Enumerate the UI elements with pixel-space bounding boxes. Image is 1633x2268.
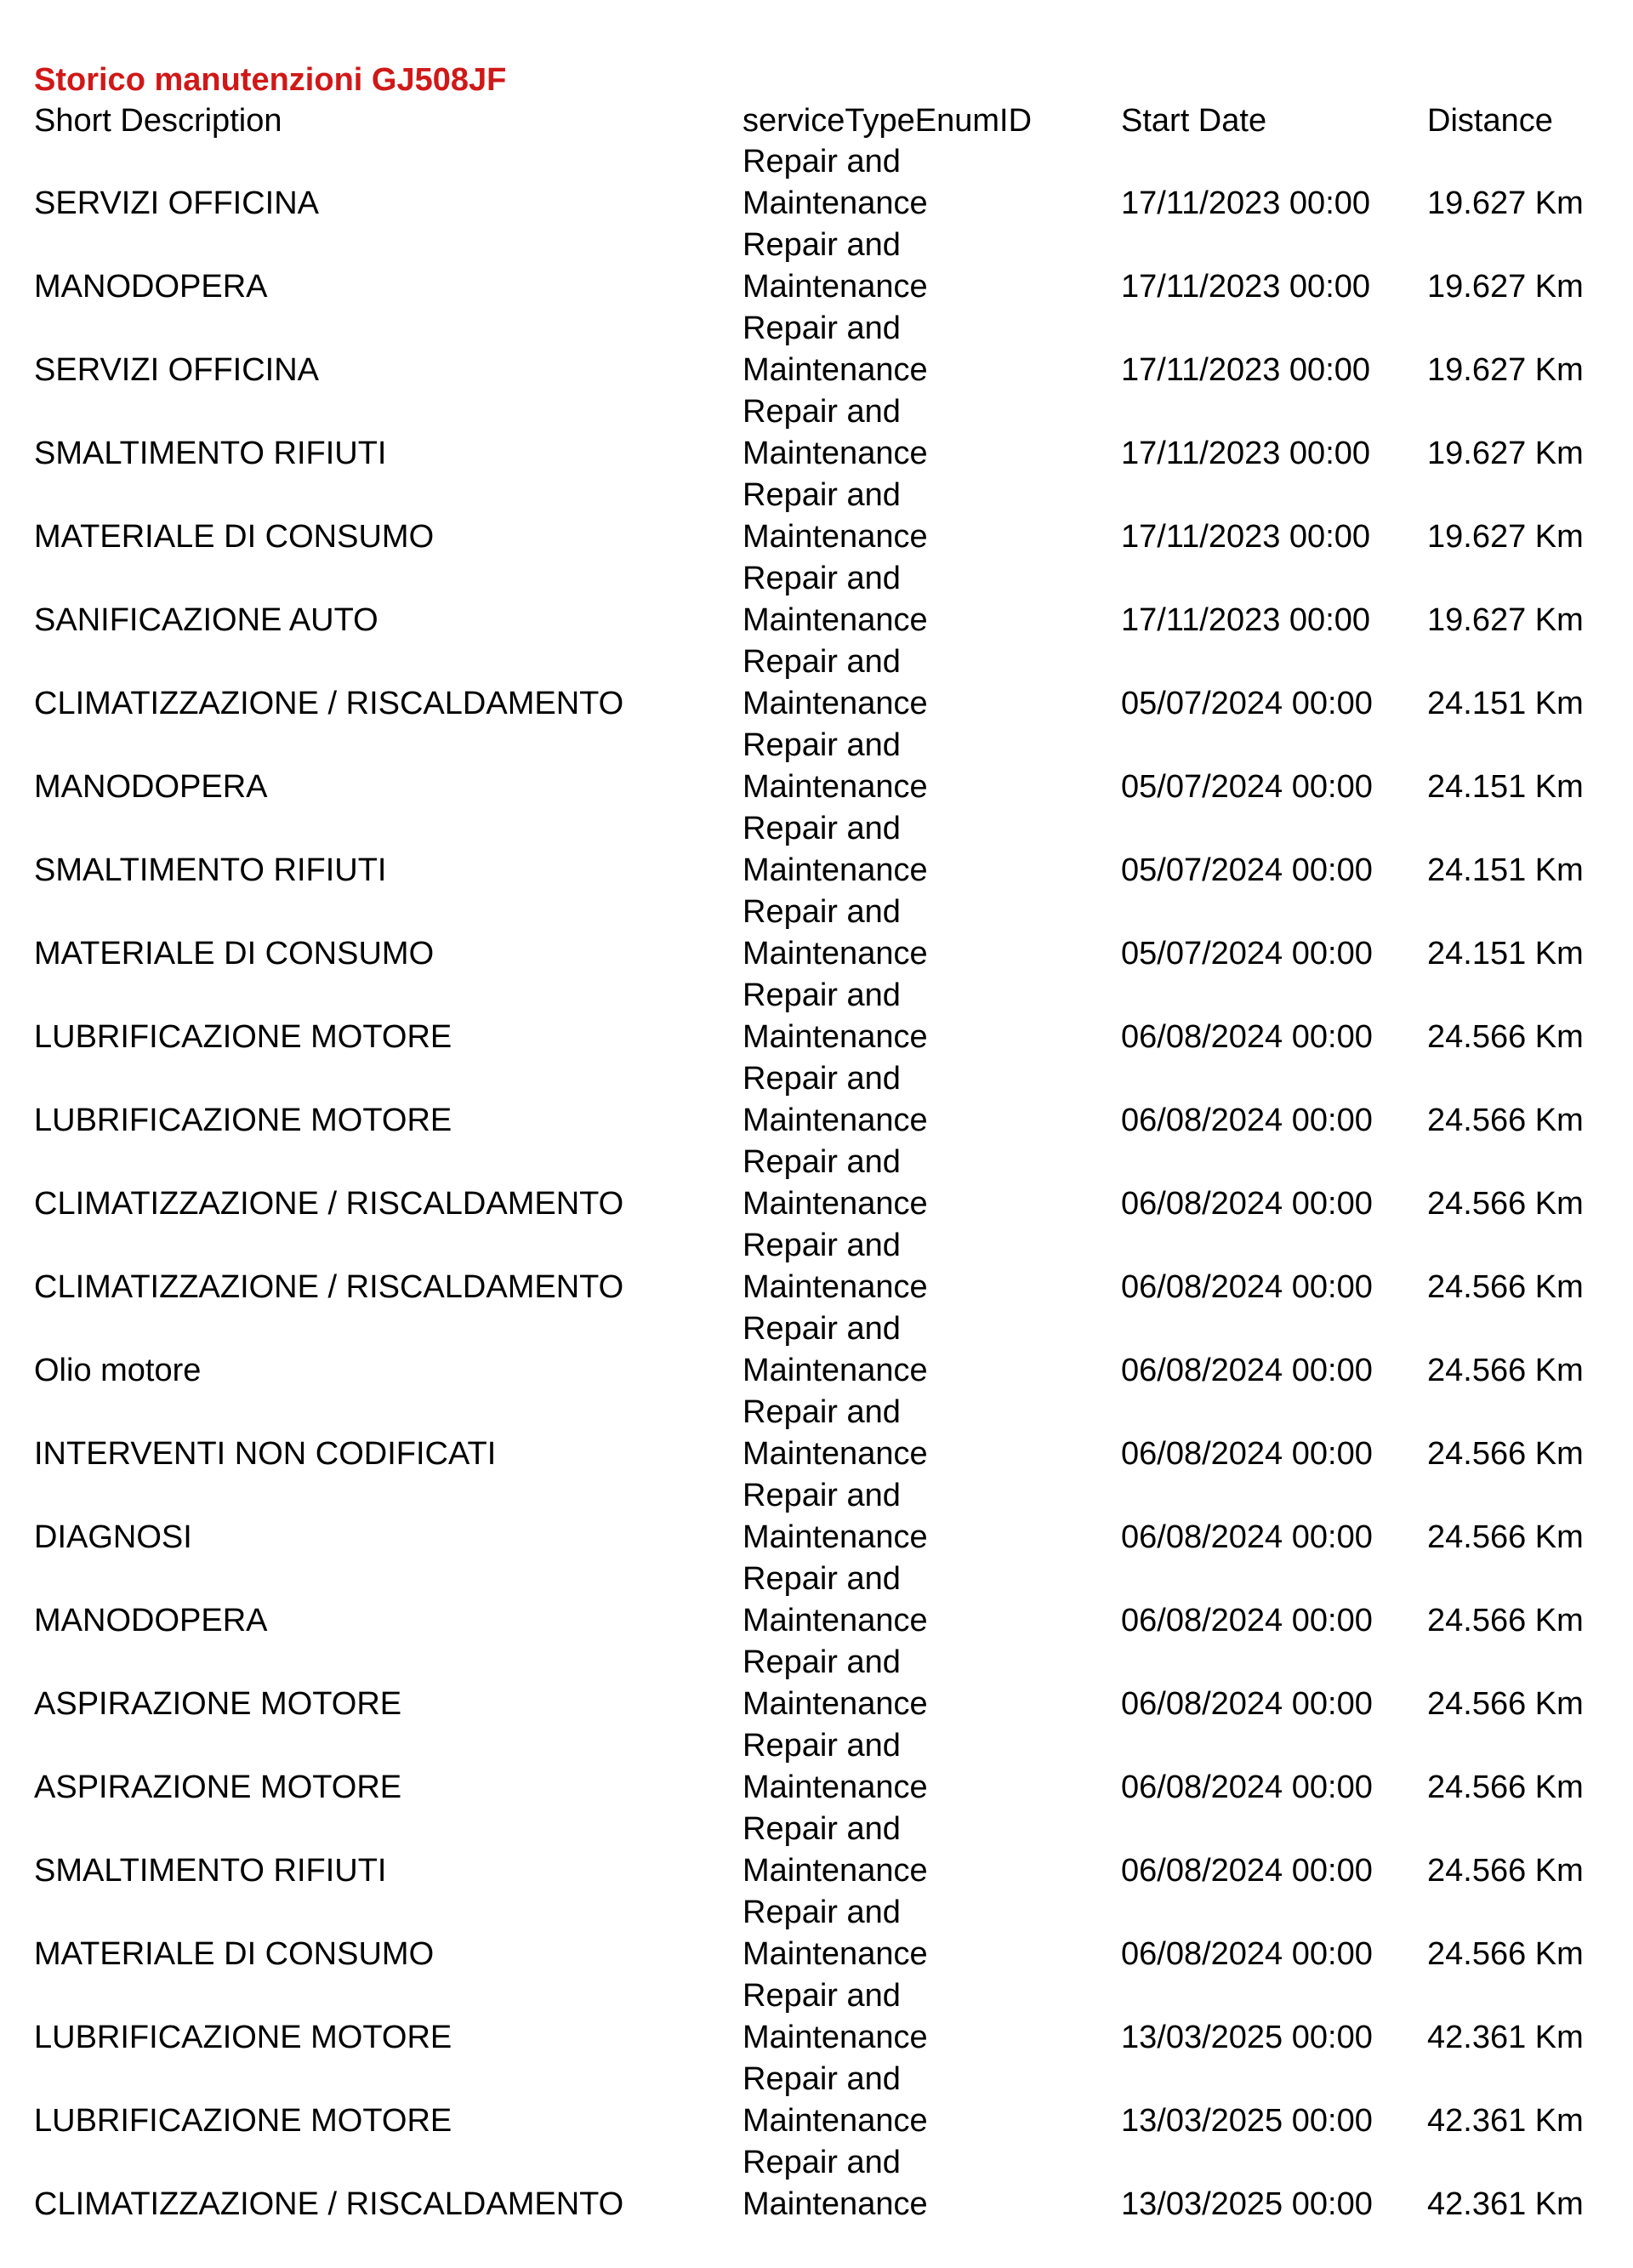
- service-type-line2: Maintenance: [743, 1769, 928, 1805]
- service-type-line1: Repair and: [743, 1895, 901, 1930]
- service-type-line2: Maintenance: [743, 185, 928, 221]
- distance: 42.361 Km: [1427, 2103, 1584, 2139]
- column-header-service-type: serviceTypeEnumID: [743, 103, 1033, 139]
- service-type-line2: Maintenance: [743, 2186, 928, 2222]
- start-date: 17/11/2023 00:00: [1121, 269, 1371, 305]
- table-body: [0, 141, 1633, 2225]
- start-date: 05/07/2024 00:00: [1121, 936, 1373, 972]
- start-date: 06/08/2024 00:00: [1121, 1019, 1373, 1055]
- table-row: [0, 141, 1633, 225]
- service-type-line1: Repair and: [743, 1144, 901, 1180]
- short-description: MATERIALE DI CONSUMO: [34, 936, 435, 972]
- column-header-short-description: Short Description: [34, 103, 282, 139]
- table-header: [0, 100, 1633, 141]
- service-type-line1: Repair and: [743, 477, 901, 513]
- short-description: SERVIZI OFFICINA: [34, 185, 320, 221]
- start-date: 13/03/2025 00:00: [1121, 2020, 1373, 2055]
- table-row: [0, 1725, 1633, 1809]
- short-description: LUBRIFICAZIONE MOTORE: [34, 2103, 452, 2139]
- table-row: [0, 725, 1633, 808]
- table-row: [0, 475, 1633, 558]
- service-type-line2: Maintenance: [743, 1936, 928, 1972]
- service-type-line2: Maintenance: [743, 1603, 928, 1638]
- short-description: DIAGNOSI: [34, 1519, 192, 1555]
- service-type-line1: Repair and: [743, 894, 901, 930]
- distance: 24.566 Km: [1427, 1853, 1584, 1889]
- table-row: [0, 1559, 1633, 1642]
- start-date: 17/11/2023 00:00: [1121, 185, 1371, 221]
- service-type-line1: Repair and: [743, 644, 901, 680]
- distance: 19.627 Km: [1427, 269, 1584, 305]
- short-description: CLIMATIZZAZIONE / RISCALDAMENTO: [34, 1269, 624, 1305]
- table-row: [0, 1975, 1633, 2059]
- start-date: 06/08/2024 00:00: [1121, 1603, 1373, 1638]
- distance: 24.566 Km: [1427, 1269, 1584, 1305]
- table-row: [0, 892, 1633, 975]
- table-row: [0, 1892, 1633, 1975]
- service-type-line1: Repair and: [743, 1728, 901, 1764]
- service-type-line1: Repair and: [743, 394, 901, 430]
- table-row: [0, 975, 1633, 1058]
- start-date: 06/08/2024 00:00: [1121, 1186, 1373, 1222]
- table-row: [0, 1308, 1633, 1392]
- table-row: [0, 641, 1633, 725]
- start-date: 06/08/2024 00:00: [1121, 1686, 1373, 1722]
- start-date: 06/08/2024 00:00: [1121, 1769, 1373, 1805]
- start-date: 13/03/2025 00:00: [1121, 2186, 1373, 2222]
- distance: 24.566 Km: [1427, 1436, 1584, 1472]
- table-row: [0, 1475, 1633, 1559]
- distance: 19.627 Km: [1427, 352, 1584, 388]
- short-description: Olio motore: [34, 1353, 202, 1388]
- service-type-line2: Maintenance: [743, 2103, 928, 2139]
- service-type-line1: Repair and: [743, 1561, 901, 1597]
- service-type-line2: Maintenance: [743, 1186, 928, 1222]
- table-row: [0, 1809, 1633, 1892]
- distance: 24.151 Km: [1427, 686, 1584, 721]
- table-row: [0, 808, 1633, 892]
- service-type-line2: Maintenance: [743, 602, 928, 638]
- table-row: [0, 225, 1633, 308]
- distance: 24.566 Km: [1427, 1519, 1584, 1555]
- start-date: 06/08/2024 00:00: [1121, 1436, 1373, 1472]
- table-row: [0, 308, 1633, 391]
- service-type-line2: Maintenance: [743, 2020, 928, 2055]
- table-row: [0, 558, 1633, 641]
- service-type-line1: Repair and: [743, 561, 901, 596]
- service-type-line2: Maintenance: [743, 1519, 928, 1555]
- short-description: LUBRIFICAZIONE MOTORE: [34, 1019, 452, 1055]
- short-description: MANODOPERA: [34, 1603, 268, 1638]
- start-date: 06/08/2024 00:00: [1121, 1103, 1373, 1138]
- start-date: 05/07/2024 00:00: [1121, 769, 1373, 805]
- distance: 24.566 Km: [1427, 1103, 1584, 1138]
- short-description: SANIFICAZIONE AUTO: [34, 602, 378, 638]
- distance: 42.361 Km: [1427, 2020, 1584, 2055]
- distance: 24.566 Km: [1427, 1603, 1584, 1638]
- start-date: 06/08/2024 00:00: [1121, 1353, 1373, 1388]
- service-type-line2: Maintenance: [743, 686, 928, 721]
- service-type-line1: Repair and: [743, 727, 901, 763]
- distance: 19.627 Km: [1427, 185, 1584, 221]
- service-type-line1: Repair and: [743, 1811, 901, 1847]
- start-date: 13/03/2025 00:00: [1121, 2103, 1373, 2139]
- short-description: LUBRIFICAZIONE MOTORE: [34, 2020, 452, 2055]
- service-type-line1: Repair and: [743, 144, 901, 180]
- table-row: [0, 1225, 1633, 1308]
- service-type-line1: Repair and: [743, 1394, 901, 1430]
- table-row: [0, 1142, 1633, 1225]
- column-header-distance: Distance: [1427, 103, 1553, 139]
- distance: 19.627 Km: [1427, 602, 1584, 638]
- start-date: 06/08/2024 00:00: [1121, 1269, 1373, 1305]
- distance: 24.566 Km: [1427, 1186, 1584, 1222]
- service-type-line1: Repair and: [743, 1228, 901, 1263]
- service-type-line1: Repair and: [743, 1311, 901, 1347]
- service-type-line2: Maintenance: [743, 769, 928, 805]
- distance: 19.627 Km: [1427, 519, 1584, 555]
- short-description: MATERIALE DI CONSUMO: [34, 519, 435, 555]
- service-type-line2: Maintenance: [743, 1269, 928, 1305]
- short-description: CLIMATIZZAZIONE / RISCALDAMENTO: [34, 2186, 624, 2222]
- short-description: INTERVENTI NON CODIFICATI: [34, 1436, 497, 1472]
- start-date: 17/11/2023 00:00: [1121, 352, 1371, 388]
- start-date: 17/11/2023 00:00: [1121, 519, 1371, 555]
- service-type-line2: Maintenance: [743, 1019, 928, 1055]
- table-row: [0, 2059, 1633, 2142]
- start-date: 17/11/2023 00:00: [1121, 436, 1371, 471]
- short-description: LUBRIFICAZIONE MOTORE: [34, 1103, 452, 1138]
- distance: 24.566 Km: [1427, 1936, 1584, 1972]
- short-description: ASPIRAZIONE MOTORE: [34, 1769, 402, 1805]
- service-type-line1: Repair and: [743, 2061, 901, 2097]
- service-type-line1: Repair and: [743, 977, 901, 1013]
- short-description: CLIMATIZZAZIONE / RISCALDAMENTO: [34, 1186, 624, 1222]
- start-date: 05/07/2024 00:00: [1121, 686, 1373, 721]
- service-type-line2: Maintenance: [743, 936, 928, 972]
- short-description: CLIMATIZZAZIONE / RISCALDAMENTO: [34, 686, 624, 721]
- service-type-line2: Maintenance: [743, 1103, 928, 1138]
- service-type-line2: Maintenance: [743, 1686, 928, 1722]
- distance: 19.627 Km: [1427, 436, 1584, 471]
- table-row: [0, 1058, 1633, 1142]
- short-description: MATERIALE DI CONSUMO: [34, 1936, 435, 1972]
- start-date: 17/11/2023 00:00: [1121, 602, 1371, 638]
- service-type-line2: Maintenance: [743, 519, 928, 555]
- short-description: SMALTIMENTO RIFIUTI: [34, 436, 387, 471]
- distance: 24.566 Km: [1427, 1353, 1584, 1388]
- page-title: Storico manutenzioni GJ508JF: [34, 62, 507, 98]
- distance: 42.361 Km: [1427, 2186, 1584, 2222]
- start-date: 05/07/2024 00:00: [1121, 852, 1373, 888]
- service-type-line1: Repair and: [743, 311, 901, 346]
- service-type-line2: Maintenance: [743, 1853, 928, 1889]
- start-date: 06/08/2024 00:00: [1121, 1519, 1373, 1555]
- distance: 24.151 Km: [1427, 769, 1584, 805]
- start-date: 06/08/2024 00:00: [1121, 1936, 1373, 1972]
- service-type-line1: Repair and: [743, 227, 901, 263]
- table-row: [0, 1642, 1633, 1725]
- short-description: ASPIRAZIONE MOTORE: [34, 1686, 402, 1722]
- short-description: MANODOPERA: [34, 269, 268, 305]
- distance: 24.566 Km: [1427, 1769, 1584, 1805]
- service-type-line2: Maintenance: [743, 269, 928, 305]
- column-header-start-date: Start Date: [1121, 103, 1267, 139]
- service-type-line2: Maintenance: [743, 852, 928, 888]
- service-type-line2: Maintenance: [743, 352, 928, 388]
- service-type-line1: Repair and: [743, 1478, 901, 1513]
- service-type-line2: Maintenance: [743, 436, 928, 471]
- table-row: [0, 1392, 1633, 1475]
- service-type-line1: Repair and: [743, 1061, 901, 1097]
- distance: 24.151 Km: [1427, 936, 1584, 972]
- service-type-line2: Maintenance: [743, 1436, 928, 1472]
- distance: 24.566 Km: [1427, 1019, 1584, 1055]
- start-date: 06/08/2024 00:00: [1121, 1853, 1373, 1889]
- distance: 24.566 Km: [1427, 1686, 1584, 1722]
- short-description: SERVIZI OFFICINA: [34, 352, 320, 388]
- short-description: SMALTIMENTO RIFIUTI: [34, 852, 387, 888]
- service-type-line1: Repair and: [743, 811, 901, 846]
- service-type-line1: Repair and: [743, 1978, 901, 2014]
- service-type-line1: Repair and: [743, 2145, 901, 2180]
- table-row: [0, 391, 1633, 475]
- distance: 24.151 Km: [1427, 852, 1584, 888]
- table-row: [0, 2142, 1633, 2225]
- short-description: MANODOPERA: [34, 769, 268, 805]
- service-type-line2: Maintenance: [743, 1353, 928, 1388]
- short-description: SMALTIMENTO RIFIUTI: [34, 1853, 387, 1889]
- service-type-line1: Repair and: [743, 1644, 901, 1680]
